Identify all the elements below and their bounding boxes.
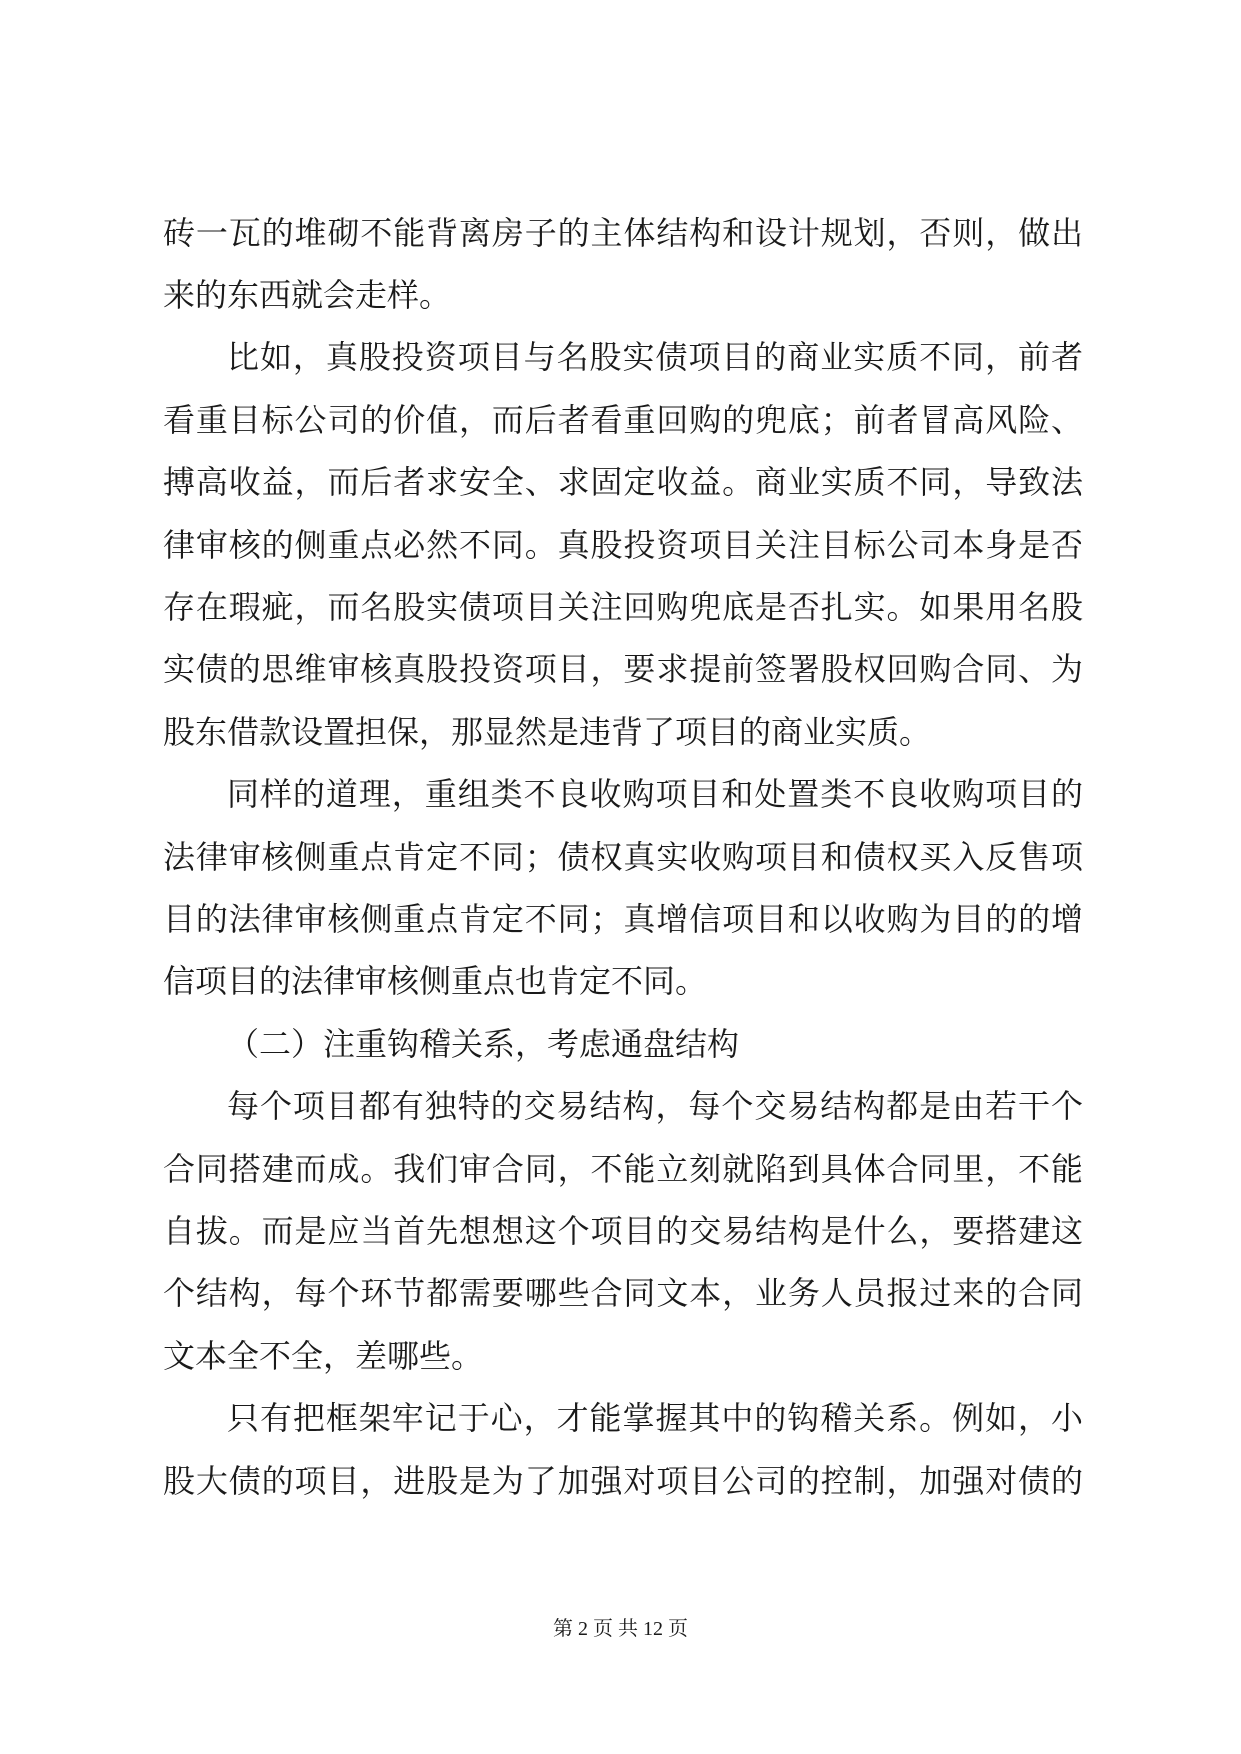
body-text-line: 同样的道理，重组类不良收购项目和处置类不良收购项目的 bbox=[227, 775, 1083, 813]
body-text-line: 法律审核侧重点肯定不同；债权真实收购项目和债权买入反售项 bbox=[163, 838, 1083, 876]
body-text-line: 砖一瓦的堆砌不能背离房子的主体结构和设计规划，否则，做出 bbox=[163, 214, 1083, 252]
body-text-line: 比如，真股投资项目与名股实债项目的商业实质不同，前者 bbox=[227, 338, 1083, 376]
body-text-line: 实债的思维审核真股投资项目，要求提前签署股权回购合同、为 bbox=[163, 650, 1083, 688]
body-text-line: 只有把框架牢记于心，才能掌握其中的钩稽关系。例如，小 bbox=[227, 1399, 1083, 1437]
section-heading: （二）注重钩稽关系，考虑通盘结构 bbox=[227, 1025, 740, 1063]
body-text-line: 每个项目都有独特的交易结构，每个交易结构都是由若干个 bbox=[227, 1087, 1083, 1125]
body-text-line: 信项目的法律审核侧重点也肯定不同。 bbox=[163, 962, 708, 1000]
body-text-line: 律审核的侧重点必然不同。真股投资项目关注目标公司本身是否 bbox=[163, 526, 1083, 564]
body-text-line: 搏高收益，而后者求安全、求固定收益。商业实质不同，导致法 bbox=[163, 463, 1083, 501]
body-text-line: 股大债的项目，进股是为了加强对项目公司的控制，加强对债的 bbox=[163, 1462, 1083, 1500]
body-text-line: 合同搭建而成。我们审合同，不能立刻就陷到具体合同里，不能 bbox=[163, 1150, 1083, 1188]
body-text-line: 目的法律审核侧重点肯定不同；真增信项目和以收购为目的的增 bbox=[163, 900, 1083, 938]
body-text-line: 来的东西就会走样。 bbox=[163, 276, 452, 314]
body-text-line: 看重目标公司的价值，而后者看重回购的兜底；前者冒高风险、 bbox=[163, 401, 1083, 439]
body-text-line: 个结构，每个环节都需要哪些合同文本，业务人员报过来的合同 bbox=[163, 1274, 1083, 1312]
page-number-footer: 第 2 页 共 12 页 bbox=[553, 1618, 688, 1640]
body-text-line: 文本全不全，差哪些。 bbox=[163, 1337, 484, 1375]
body-text-line: 存在瑕疵，而名股实债项目关注回购兜底是否扎实。如果用名股 bbox=[163, 588, 1083, 626]
body-text-line: 股东借款设置担保，那显然是违背了项目的商业实质。 bbox=[163, 713, 932, 751]
body-text-line: 自拔。而是应当首先想想这个项目的交易结构是什么，要搭建这 bbox=[163, 1212, 1083, 1250]
